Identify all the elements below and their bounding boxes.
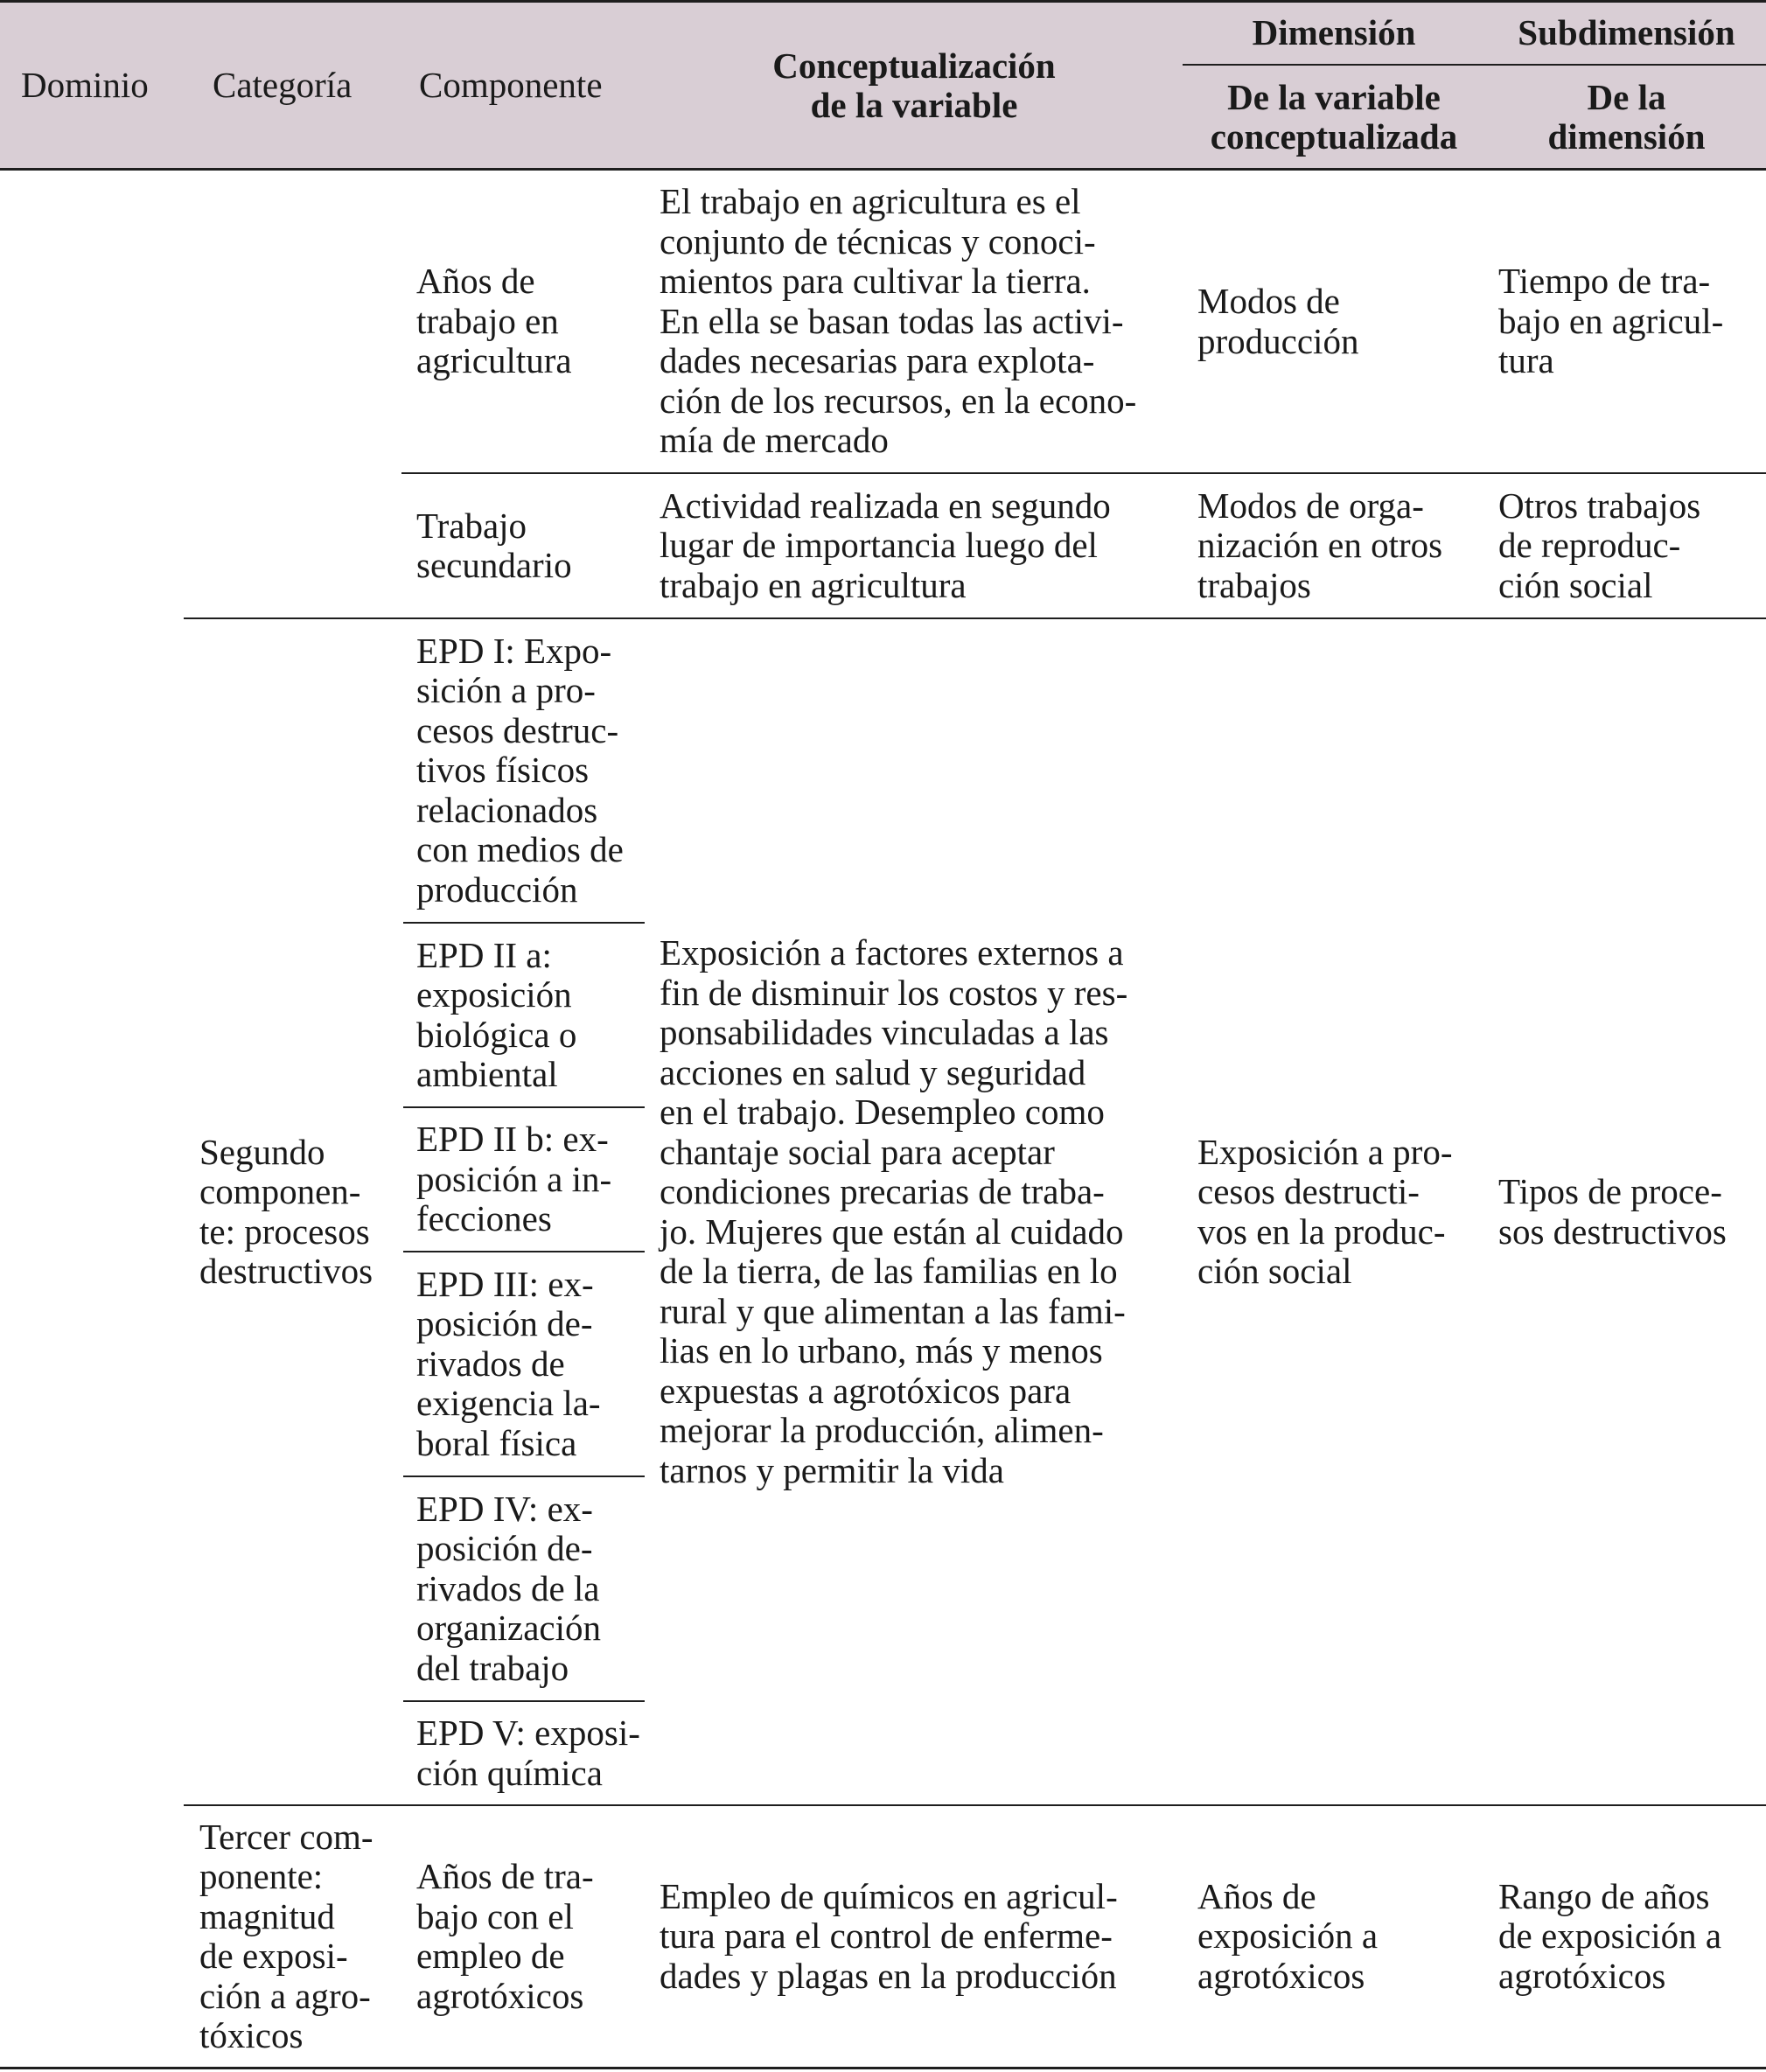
table-bottom-rule <box>0 2067 1766 2069</box>
header-dominio-label: Dominio <box>21 65 149 106</box>
header-subdimension <box>1487 3 1766 64</box>
header-categoria <box>213 3 398 169</box>
cell-text: Tipos de proce- sos destructivos <box>1498 1171 1727 1252</box>
row1-conceptualizacion <box>660 171 1181 472</box>
cell-text: Tercer com- ponente: magnitud de exposi- ción a agro- tóxicos <box>199 1816 373 2055</box>
cell-text: EPD V: exposi- ción química <box>416 1713 640 1793</box>
segundo-subdimension <box>1498 619 1766 1804</box>
cell-text: EPD I: Expo- sición a pro- cesos destruc- tivos físicos relacionados con medios de producción <box>416 630 624 910</box>
header-subdimension-label: Subdimensión <box>1518 12 1735 53</box>
header-dimension-label: Dimensión <box>1252 12 1416 53</box>
tercero-conceptualizacion <box>660 1806 1181 2067</box>
cell-text: Actividad realizada en segundo lugar de importancia luego del trabajo en agricultura <box>660 485 1111 605</box>
cell-text: Años de trabajo en agricultura <box>416 261 572 381</box>
row2-conceptualizacion <box>660 474 1181 617</box>
header-conceptualizacion-label: Conceptualización de la variable <box>772 45 1056 125</box>
cell-text: EPD II a: exposición biológica o ambiental <box>416 934 577 1094</box>
cell-text: Rango de años de exposición a agrotóxicos <box>1498 1875 1722 1996</box>
epd-componente <box>416 1477 647 1700</box>
cell-text: Años de exposición a agrotóxicos <box>1197 1875 1379 1996</box>
cell-text: Empleo de químicos en agricul- tura para el control de enferme- dades y plagas en la producción <box>660 1875 1118 1996</box>
row2-dimension <box>1197 474 1487 617</box>
tercero-subdimension <box>1498 1806 1766 2067</box>
header-subdimension-sub <box>1487 66 1766 169</box>
segundo-conceptualizacion <box>660 619 1181 1804</box>
header-dimension-sub <box>1181 66 1487 169</box>
cell-text: Exposición a factores externos a fin de disminuir los costos y res- ponsabilidades vinculadas a las acciones en salud y seguridad en el trabajo. Desempleo como chantaje social para aceptar condiciones precarias de traba- jo. Mujeres que están al cuidado de la tierra, de las familias en lo rural y que alimentan a las fami- lias en lo urbano, más y menos expuestas a agrotóxicos para mejorar la producción, alimen- tarnos y permitir la vida <box>660 932 1128 1490</box>
cell-text: Tiempo de tra- bajo en agricul- tura <box>1498 261 1724 381</box>
header-dominio <box>21 3 181 169</box>
cell-text: El trabajo en agricultura es el conjunto de técnicas y conoci- mientos para cultivar la tierra. En ella se basan todas las activi- dades necesarias para explota- ción de los recursos, en la econo- mía de mercado <box>660 181 1137 461</box>
epd-componente <box>416 619 647 922</box>
cell-text: Modos de producción <box>1197 281 1359 361</box>
header-componente-label: Componente <box>419 65 603 106</box>
cell-text: EPD IV: ex- posición de- rivados de la organización del trabajo <box>416 1488 601 1688</box>
cell-text: EPD II b: ex- posición a in- fecciones <box>416 1119 612 1239</box>
cell-text: Trabajo secundario <box>416 505 572 585</box>
row2-subdimension <box>1498 474 1766 617</box>
row1-subdimension <box>1498 171 1766 472</box>
row1-componente <box>416 171 647 472</box>
cell-text: Exposición a pro- cesos destructi- vos en la produc- ción social <box>1197 1131 1453 1291</box>
cell-text: Segundo componen- te: procesos destructivos <box>199 1131 373 1291</box>
cell-text: Modos de orga- nización en otros trabajos <box>1197 485 1443 605</box>
epd-componente <box>416 1108 647 1251</box>
row2-componente <box>416 474 647 617</box>
epd-componente <box>416 924 647 1106</box>
tercero-categoria <box>199 1806 398 2067</box>
segundo-categoria <box>199 619 398 1804</box>
cell-text: Otros trabajos de reproduc- ción social <box>1498 485 1701 605</box>
header-dimension <box>1181 3 1487 64</box>
header-conceptualizacion <box>647 3 1181 169</box>
cell-text: EPD III: ex- posición de- rivados de exigencia la- boral física <box>416 1263 601 1463</box>
header-categoria-label: Categoría <box>213 65 353 106</box>
row1-dimension <box>1197 171 1487 472</box>
cell-text: Años de tra- bajo con el empleo de agrotóxicos <box>416 1856 594 2016</box>
epd-componente <box>416 1252 647 1476</box>
epd-componente <box>416 1702 647 1804</box>
header-subdimension-sub-label: De la dimensión <box>1547 76 1706 157</box>
header-dimension-sub-label: De la variable conceptualizada <box>1210 76 1458 157</box>
segundo-dimension <box>1197 619 1487 1804</box>
tercero-componente <box>416 1806 647 2067</box>
header-componente <box>419 3 647 169</box>
tercero-dimension <box>1197 1806 1487 2067</box>
